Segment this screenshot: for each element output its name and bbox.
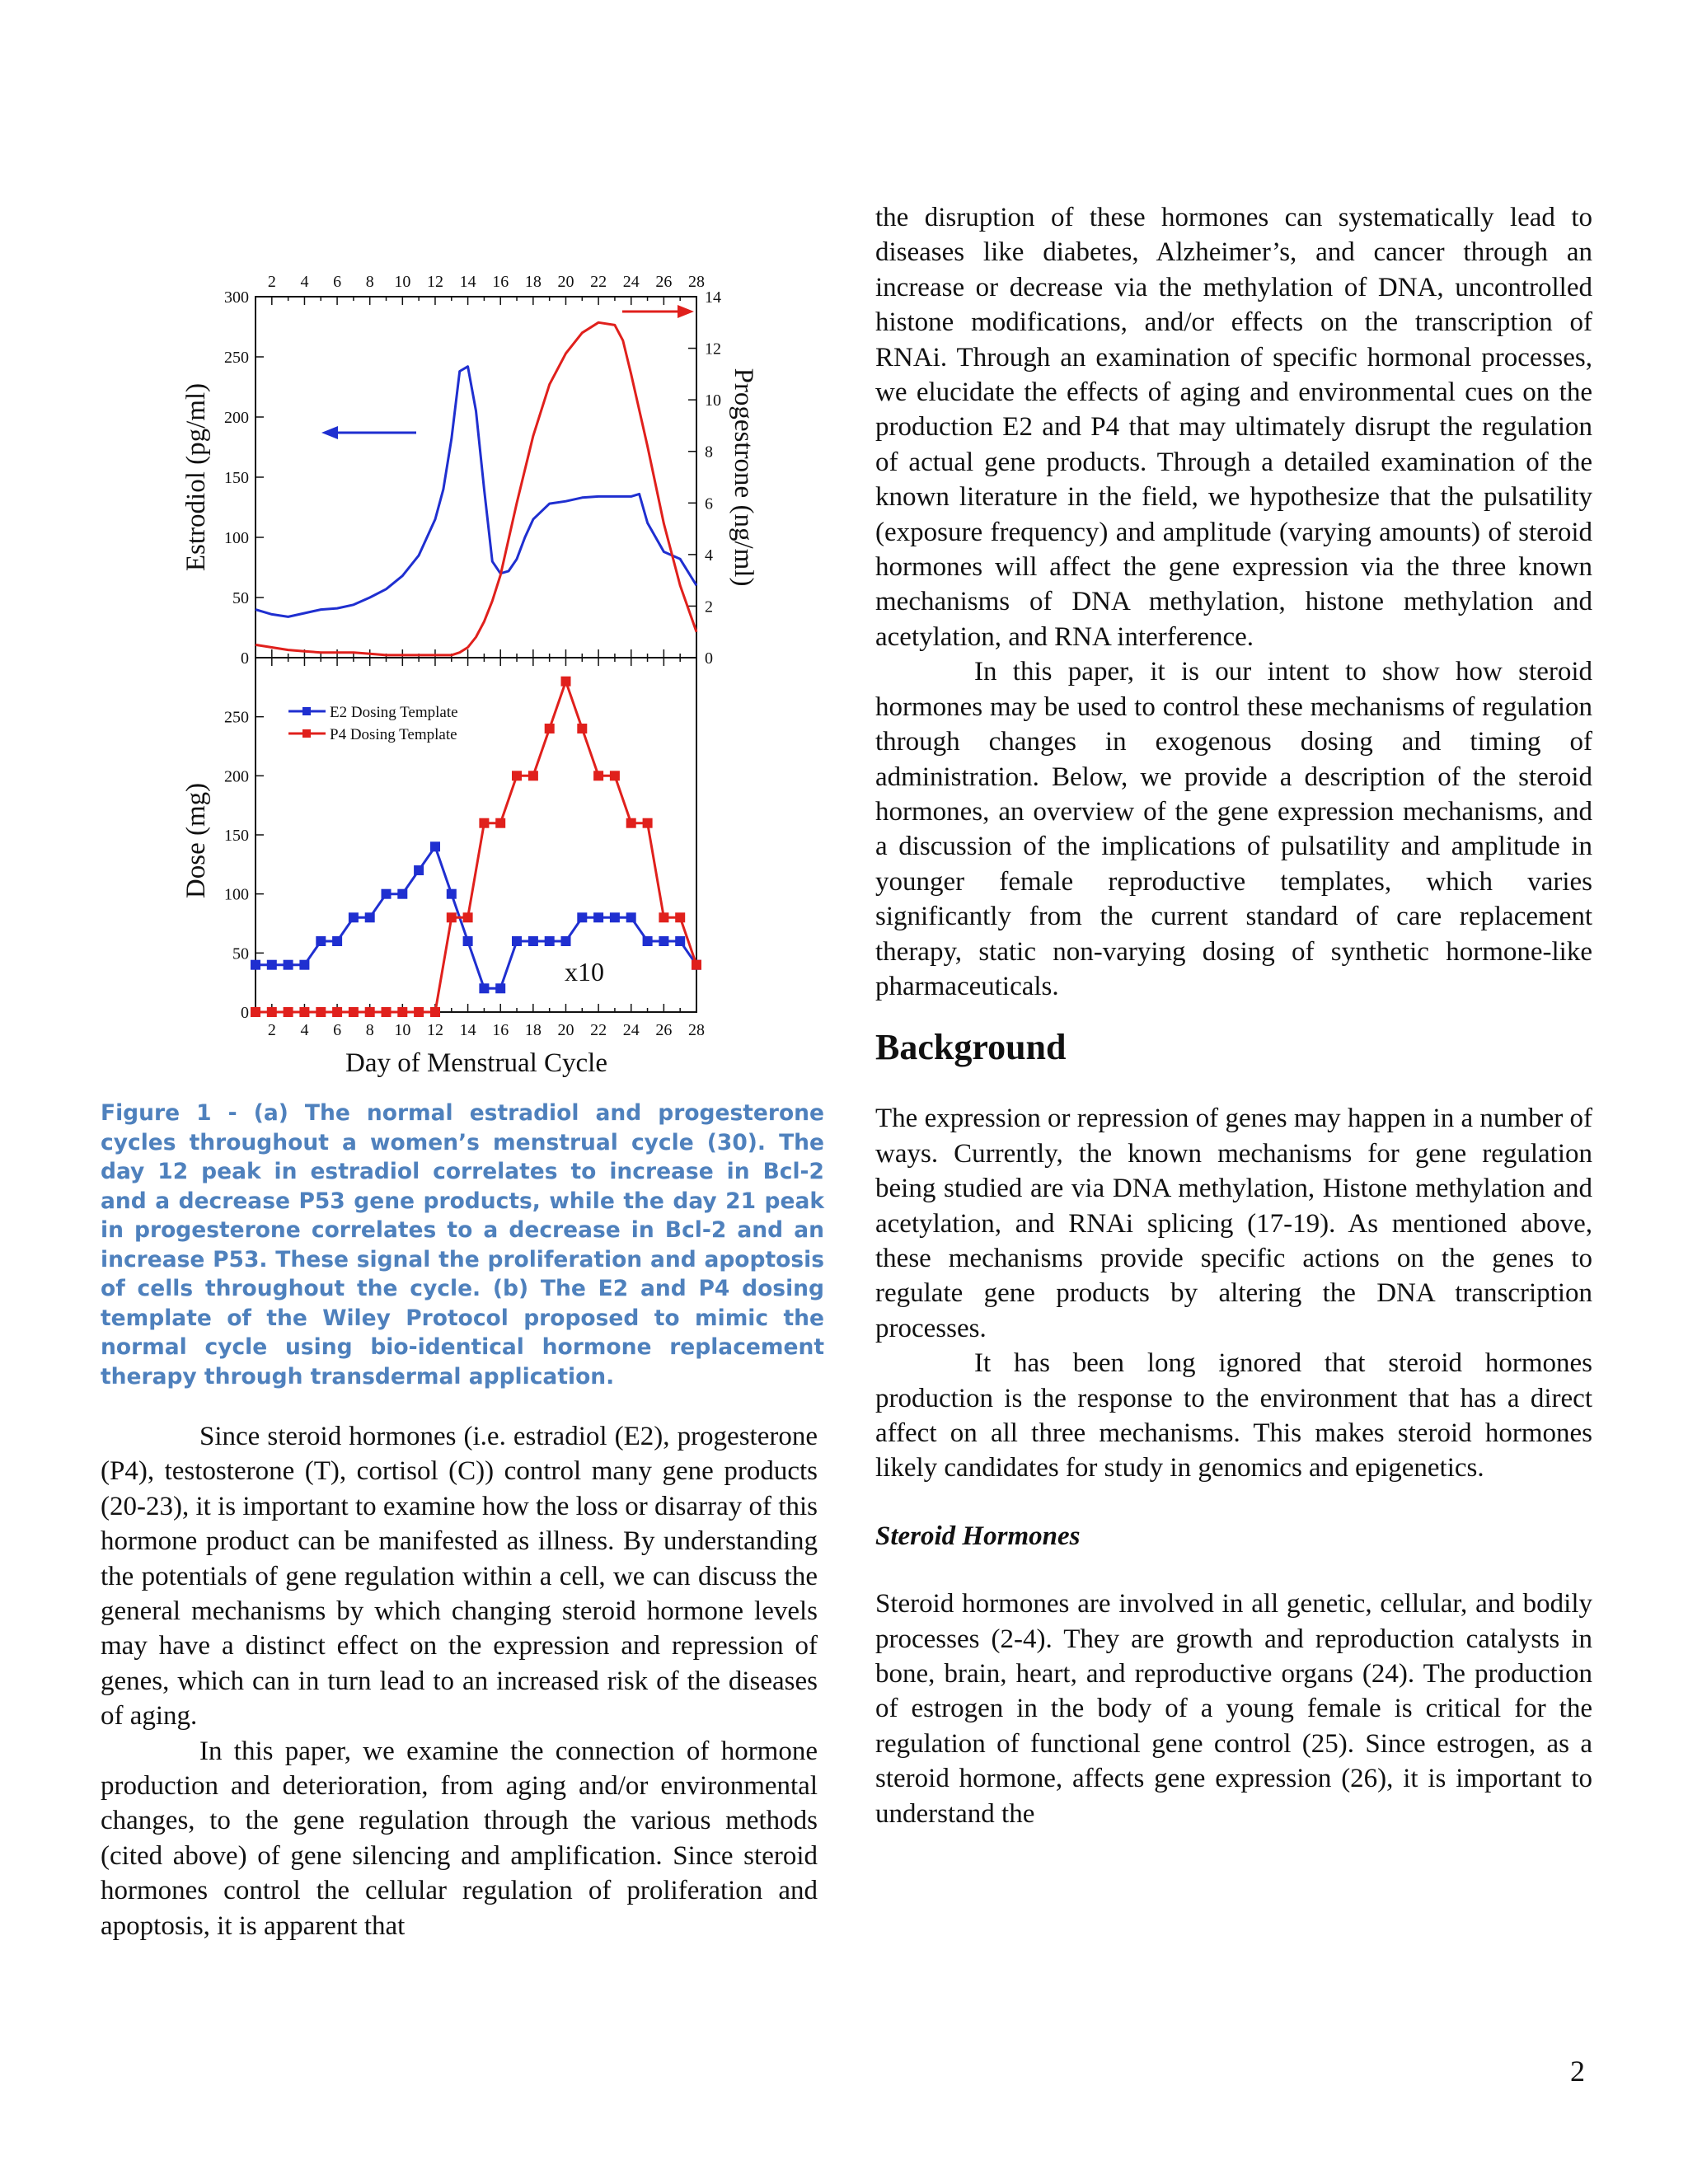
p4-dosing-template-point <box>251 1007 260 1017</box>
top-x-tick-label: 10 <box>394 273 411 291</box>
legend <box>288 704 458 743</box>
bottom-x-tick-label: 24 <box>622 1021 640 1039</box>
bottom-x-tick-label: 10 <box>394 1021 411 1039</box>
p4-dosing-template-point <box>659 912 668 922</box>
p4-dosing-template-point <box>675 912 685 922</box>
x-axis-label: Day of Menstrual Cycle <box>345 1048 607 1078</box>
p4-dosing-template-point <box>545 724 555 733</box>
e2-dosing-template-point <box>284 960 293 970</box>
e2-dosing-template-point <box>430 841 440 851</box>
e2-dosing-template-point <box>495 983 505 993</box>
dose-tick-label: 50 <box>232 944 249 963</box>
dose-axis-label: Dose (mg) <box>181 782 211 899</box>
e2-dosing-template-point <box>561 936 571 946</box>
estradiol-tick-label: 300 <box>224 288 249 307</box>
top-x-tick-label: 12 <box>426 273 443 291</box>
top-panel-frame <box>256 297 696 658</box>
bottom-x-tick-label: 2 <box>267 1021 276 1039</box>
top-x-tick-label: 24 <box>622 273 640 291</box>
bottom-x-tick-label: 6 <box>333 1021 342 1039</box>
estradiol-axis-label: Estrodiol (pg/ml) <box>181 382 211 572</box>
bottom-x-tick-label: 22 <box>590 1021 607 1039</box>
e2-dosing-template-point <box>577 912 587 922</box>
p4-dosing-template-point <box>643 818 653 828</box>
progesterone-tick-label: 4 <box>705 546 713 565</box>
e2-dosing-template-point <box>512 936 522 946</box>
p4-dosing-template-point <box>593 771 603 780</box>
e2-dosing-template-point <box>365 912 375 922</box>
left-column <box>101 1419 818 1943</box>
estradiol-tick-label: 150 <box>224 469 249 487</box>
e2-dosing-template-point <box>643 936 653 946</box>
paragraph: Steroid hormones are involved in all genetic, cellular, and bodily processes (2-4). They are growth and reproduction catalysts in bone, brain, heart, and reproductive organs (24). The production of estrogen in the body of a young female is critical for the regulation of functional gene control (25). Since estrogen, as a steroid hormone, affects gene expression (26), it is important to understand the <box>875 1589 1592 1829</box>
top-x-tick-label: 20 <box>557 273 574 291</box>
p4-dosing-template-point <box>512 771 522 780</box>
e2-dosing-template-point <box>528 936 538 946</box>
estradiol-tick-label: 100 <box>224 529 249 547</box>
figure-caption: Figure 1 - (a) The normal estradiol and progesterone cycles throughout a women’s menstrual cycle (30). The day 12 peak in estradiol correlates to increase in Bcl-2 and a decrease P53 gene products, while the day 21 peak in progesterone correlates to a decrease in Bcl-2 and an increase P53. These signal the proliferation and apoptosis of cells throughout the cycle. (b) The E2 and P4 dosing template of the Wiley Protocol proposed to mimic the normal cycle using bio-identical hormone replacement therapy through transdermal application. <box>101 1100 824 1390</box>
p4-dosing-template-point <box>528 771 538 780</box>
e2-dosing-template-point <box>316 936 326 946</box>
paragraph: It has been long ignored that steroid hormones production is the response to the environment that has a direct affect on all three mechanisms. This makes steroid hormones likely candidates for study in genomics and epigenetics. <box>875 1348 1592 1483</box>
p4-dosing-template-point <box>267 1007 277 1017</box>
paragraph: The expression or repression of genes may happen in a number of ways. Currently, the known mechanisms for gene regulation being studied are via DNA methylation, Histone methylation and acetylation, and RNAi splicing (17-19). As mentioned above, these mechanisms provide specific actions on the genes to regulate gene products by altering the DNA transcription processes. <box>875 1104 1592 1343</box>
paragraph: the disruption of these hormones can systematically lead to diseases like diabetes, Alzheimer’s, and cancer through an increase or decrease via the methylation of DNA, uncontrolled histone modifications, and/or effects on the transcription of RNAi. Through an examination of specific hormonal processes, we elucidate the effects of aging and environmental cues on the production E2 and P4 that may ultimately disrupt the regulation of actual gene products. Through a detailed examination of the known literature in the field, we hypothesize that the pulsatility (exposure frequency) and amplitude (varying amounts) of steroid hormones will affect the gene expression via the three known mechanisms of DNA methylation, histone methylation and acetylation, and RNA interference. <box>875 203 1592 652</box>
top-x-tick-label: 14 <box>459 273 476 291</box>
top-x-tick-label: 26 <box>655 273 673 291</box>
bottom-x-tick-label: 18 <box>524 1021 542 1039</box>
progesterone-tick-label: 8 <box>705 443 713 462</box>
estradiol-tick-label: 200 <box>224 409 249 427</box>
progesterone-tick-label: 14 <box>705 288 721 307</box>
top-x-tick-label: 2 <box>267 273 276 291</box>
e2-dosing-template-point <box>251 960 260 970</box>
top-x-tick-label: 22 <box>590 273 607 291</box>
page-number: 2 <box>1570 2055 1585 2088</box>
e2-dosing-template-point <box>659 936 668 946</box>
legend-p4-label: P4 Dosing Template <box>330 726 457 743</box>
progesterone-axis-label: Progestrone (ng/ml) <box>729 368 758 587</box>
e2-dosing-template-point <box>447 889 457 899</box>
p4-dosing-template-point <box>299 1007 309 1017</box>
paragraph: In this paper, it is our intent to show how steroid hormones may be used to control these mechanisms of regulation through changes in exogenous dosing and timing of administration. Below, we provide a description of the steroid hormones, an overview of the gene expression mechanisms, and a discussion of the implications of pulsatility and amplitude in younger female reproductive templates, which varies significantly from the current standard of care replacement therapy, static non-varying dosing of synthetic hormone-like pharmaceuticals. <box>875 657 1592 1001</box>
subsection-heading: Steroid Hormones <box>875 1521 1081 1551</box>
p4-dosing-template-point <box>495 818 505 828</box>
top-x-tick-label: 8 <box>365 273 374 291</box>
multiplier-label: x10 <box>565 957 604 987</box>
e2-dosing-template-point <box>479 983 489 993</box>
e2-dosing-template-point <box>626 912 636 922</box>
paragraph: In this paper, we examine the connection of hormone production and deterioration, from aging and/or environmental changes, to the gene regulation through the various methods (cited above) of gene silencing and amplification. Since steroid hormones control the cellular regulation of proliferation and apoptosis, it is apparent that <box>101 1736 818 1941</box>
paragraph: Since steroid hormones (i.e. estradiol (E2), progesterone (P4), testosterone (T), cortisol (C)) control many gene products (20-23), it is important to examine how the loss or disarray of this hormone product can be manifested as illness. By understanding the potentials of gene regulation within a cell, we can discuss the general mechanisms by which changing steroid hormone levels may have a distinct effect on the expression and repression of genes, which can in turn lead to an increased risk of the diseases of aging. <box>101 1422 818 1732</box>
top-x-tick-label: 16 <box>492 273 509 291</box>
p4-dosing-template-point <box>447 912 457 922</box>
p4-dosing-template-point <box>284 1007 293 1017</box>
p4-dosing-template-point <box>397 1007 407 1017</box>
estradiol-tick-label: 50 <box>232 589 249 607</box>
p4-dosing-template-point <box>561 677 571 687</box>
p4-dosing-template-point <box>692 960 701 970</box>
right-column <box>875 200 1592 1831</box>
e2-dosing-template-point <box>349 912 359 922</box>
e2-dosing-template-point <box>299 960 309 970</box>
e2-dosing-template-point <box>545 936 555 946</box>
progesterone-tick-label: 2 <box>705 598 713 616</box>
p4-dosing-template-point <box>316 1007 326 1017</box>
e2-dosing-template-point <box>382 889 392 899</box>
top-x-tick-label: 4 <box>300 273 309 291</box>
p4-dosing-template-point <box>577 724 587 733</box>
e2-dosing-template-point <box>610 912 620 922</box>
progesterone-curve <box>256 322 696 655</box>
bottom-x-tick-label: 16 <box>492 1021 509 1039</box>
e2-dosing-template-point <box>414 865 424 875</box>
progesterone-tick-label: 12 <box>705 340 721 359</box>
section-heading: Background <box>875 1027 1067 1068</box>
p4-dosing-template-point <box>382 1007 392 1017</box>
estradiol-axis-arrow <box>321 426 416 439</box>
e2-dosing-template-point <box>267 960 277 970</box>
dose-tick-label: 100 <box>224 885 249 904</box>
bottom-x-tick-label: 4 <box>300 1021 309 1039</box>
top-x-tick-label: 6 <box>333 273 342 291</box>
p4-dosing-template-point <box>365 1007 375 1017</box>
top-x-tick-label: 18 <box>524 273 542 291</box>
p4-dosing-template-point <box>332 1007 342 1017</box>
bottom-x-tick-label: 14 <box>459 1021 476 1039</box>
top-x-tick-label: 28 <box>688 273 705 291</box>
p4-dosing-template-point <box>479 818 489 828</box>
progesterone-tick-label: 10 <box>705 391 721 410</box>
e2-dosing-template-point <box>593 912 603 922</box>
p4-dosing-template-point <box>463 912 473 922</box>
progesterone-tick-label: 6 <box>705 494 713 513</box>
dose-tick-label: 150 <box>224 827 249 845</box>
progesterone-axis-arrow <box>622 305 694 318</box>
p4-dosing-template-point <box>414 1007 424 1017</box>
e2-dosing-template-point <box>397 889 407 899</box>
dose-tick-label: 200 <box>224 767 249 786</box>
bottom-x-tick-label: 8 <box>365 1021 374 1039</box>
figure-1 <box>165 255 775 1080</box>
p4-dosing-template-point <box>349 1007 359 1017</box>
dose-tick-label: 250 <box>224 708 249 727</box>
e2-dosing-template-point <box>463 936 473 946</box>
estradiol-tick-label: 0 <box>241 649 249 668</box>
p4-dosing-template-point <box>430 1007 440 1017</box>
e2-dosing-template-point <box>675 936 685 946</box>
estradiol-curve <box>256 367 696 617</box>
legend-e2-label: E2 Dosing Template <box>330 704 458 721</box>
bottom-x-tick-label: 12 <box>426 1021 443 1039</box>
dose-tick-label: 0 <box>241 1004 249 1022</box>
p4-dosing-template-point <box>626 818 636 828</box>
bottom-x-tick-label: 26 <box>655 1021 673 1039</box>
bottom-x-tick-label: 28 <box>688 1021 705 1039</box>
p4-dosing-template-point <box>610 771 620 780</box>
estradiol-tick-label: 250 <box>224 349 249 367</box>
bottom-x-tick-label: 20 <box>557 1021 574 1039</box>
progesterone-tick-label: 0 <box>705 649 713 668</box>
e2-dosing-template-point <box>332 936 342 946</box>
